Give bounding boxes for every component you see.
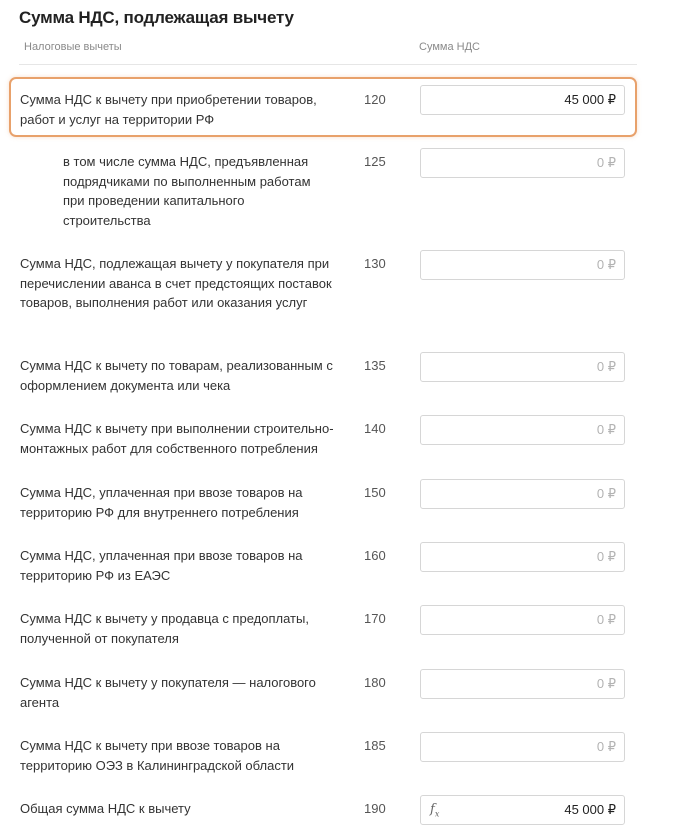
field-value: 0 ₽ [596,257,616,272]
row-label: Сумма НДС к вычету по товарам, реализованным с оформлением документа или чека [20,358,333,393]
vat-amount-input-125[interactable] [420,148,625,178]
vat-amount-input-130[interactable] [420,250,625,280]
column-header-deductions: Налоговые вычеты [24,41,122,53]
vat-amount-input-180[interactable] [420,669,625,699]
row-code: 150 [364,485,386,500]
fx-icon: $f_x$ [430,802,440,819]
row-label: в том числе сумма НДС, предъявленная подрядчиками по выполненным работам при проведении капитального строительства [63,154,311,228]
field-value: 0 ₽ [596,549,616,564]
row-code: 125 [364,154,386,169]
field-value: 0 ₽ [596,359,616,374]
vat-amount-input-170[interactable] [420,605,625,635]
row-code: 185 [364,738,386,753]
row-code: 190 [364,801,386,816]
row-code: 120 [364,92,386,107]
row-code: 160 [364,548,386,563]
row-label: Сумма НДС к вычету у покупателя — налогового агента [20,675,316,710]
row-label: Сумма НДС к вычету при выполнении строительно-монтажных работ для собственного потребления [20,421,334,456]
header-divider [19,64,637,65]
row-label: Сумма НДС к вычету при ввозе товаров на территорию ОЭЗ в Калининградской области [20,738,295,773]
field-value: 0 ₽ [596,612,616,627]
row-code: 180 [364,675,386,690]
row-label: Сумма НДС к вычету у продавца с предоплаты, полученной от покупателя [20,611,309,646]
row-label: Сумма НДС, уплаченная при ввозе товаров на территорию РФ из ЕАЭС [20,548,303,583]
vat-amount-input-160[interactable] [420,542,625,572]
row-code: 130 [364,256,386,271]
field-value: 0 ₽ [596,155,616,170]
row-label: Сумма НДС, подлежащая вычету у покупателя при перечислении аванса в счет предстоящих поставок товаров, выполнения работ или оказания услуг [20,256,332,310]
row-code: 140 [364,421,386,436]
field-value: 0 ₽ [596,486,616,501]
field-value: 0 ₽ [596,676,616,691]
row-code: 135 [364,358,386,373]
row-code: 170 [364,611,386,626]
row-label: Общая сумма НДС к вычету [20,801,191,816]
column-header-vat-amount: Сумма НДС [419,41,480,53]
vat-amount-input-135[interactable] [420,352,625,382]
field-value: 45 000 ₽ [564,802,616,817]
vat-amount-input-185[interactable] [420,732,625,762]
vat-amount-input-150[interactable] [420,479,625,509]
row-label: Сумма НДС к вычету при приобретении товаров, работ и услуг на территории РФ [20,92,317,127]
field-value: 45 000 ₽ [564,92,616,107]
total-vat-field[interactable] [420,795,625,825]
vat-amount-input-140[interactable] [420,415,625,445]
field-value: 0 ₽ [596,422,616,437]
section-title: Сумма НДС, подлежащая вычету [19,8,294,27]
field-value: 0 ₽ [596,739,616,754]
row-label: Сумма НДС, уплаченная при ввозе товаров на территорию РФ для внутреннего потребления [20,485,303,520]
vat-amount-input-120[interactable] [420,85,625,115]
